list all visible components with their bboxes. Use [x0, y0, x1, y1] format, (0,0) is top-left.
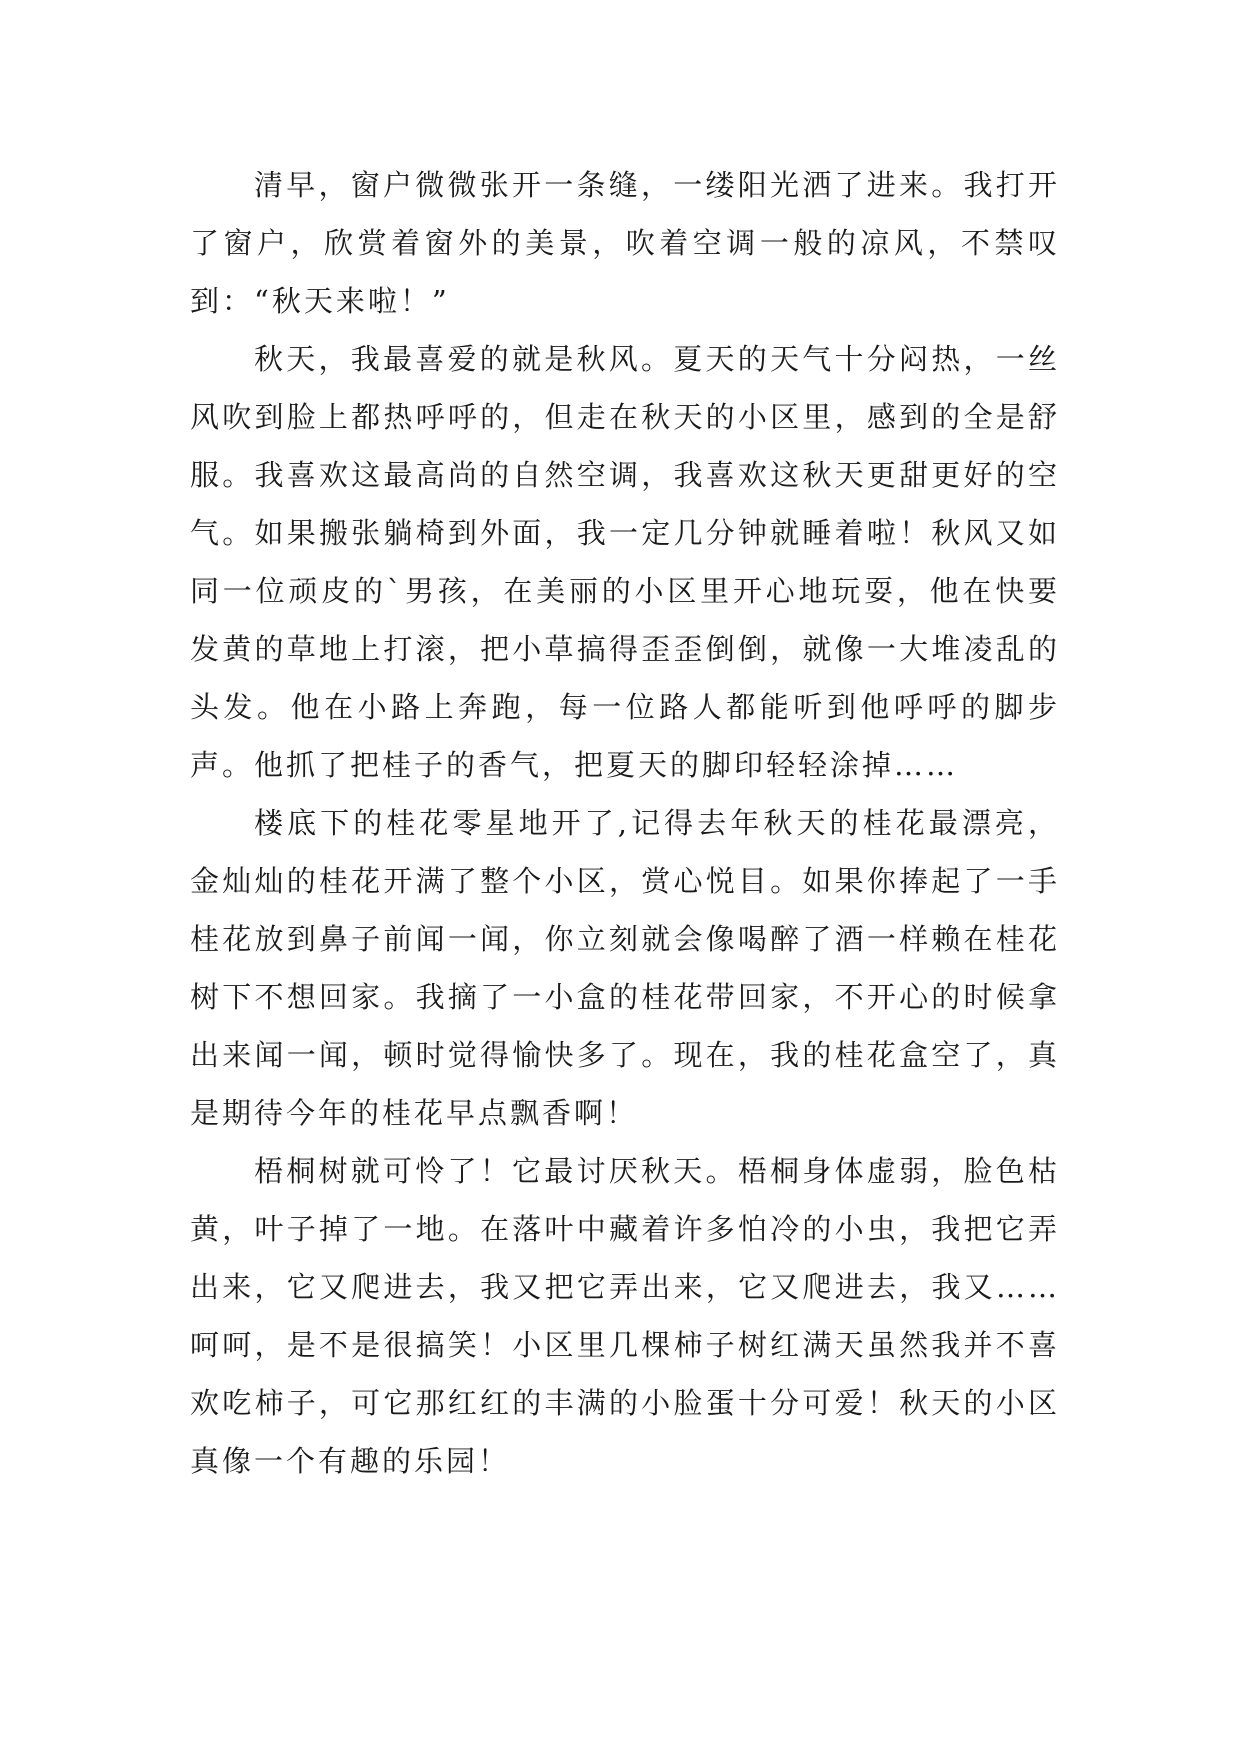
paragraph-1: 清早，窗户微微张开一条缝，一缕阳光洒了进来。我打开了窗户，欣赏着窗外的美景，吹着空调一般的凉风，不禁叹到：“秋天来啦！”	[190, 168, 1060, 318]
paragraph-4: 梧桐树就可怜了！它最讨厌秋天。梧桐身体虚弱，脸色枯黄，叶子掉了一地。在落叶中藏着许多怕冷的小虫，我把它弄出来，它又爬进去，我又把它弄出来，它又爬进去，我又……呵呵，是不是很搞笑！小区里几棵柿子树红满天虽然我并不喜欢吃柿子，可它那红红的丰满的小脸蛋十分可爱！秋天的小区真像一个有趣的乐园！	[190, 1154, 1060, 1478]
essay-body	[190, 156, 1060, 1490]
paragraph-2: 秋天，我最喜爱的就是秋风。夏天的天气十分闷热，一丝风吹到脸上都热呼呼的，但走在秋天的小区里，感到的全是舒服。我喜欢这最高尚的自然空调，我喜欢这秋天更甜更好的空气。如果搬张躺椅到外面，我一定几分钟就睡着啦！秋风又如同一位顽皮的`男孩，在美丽的小区里开心地玩耍，他在快要发黄的草地上打滚，把小草搞得歪歪倒倒，就像一大堆凌乱的头发。他在小路上奔跑，每一位路人都能听到他呼呼的脚步声。他抓了把桂子的香气，把夏天的脚印轻轻涂掉……	[190, 342, 1060, 782]
paragraph-3: 楼底下的桂花零星地开了,记得去年秋天的桂花最漂亮，金灿灿的桂花开满了整个小区，赏心悦目。如果你捧起了一手桂花放到鼻子前闻一闻，你立刻就会像喝醉了酒一样赖在桂花树下不想回家。我摘了一小盒的桂花带回家，不开心的时候拿出来闻一闻，顿时觉得愉快多了。现在，我的桂花盒空了，真是期待今年的桂花早点飘香啊！	[190, 806, 1060, 1130]
